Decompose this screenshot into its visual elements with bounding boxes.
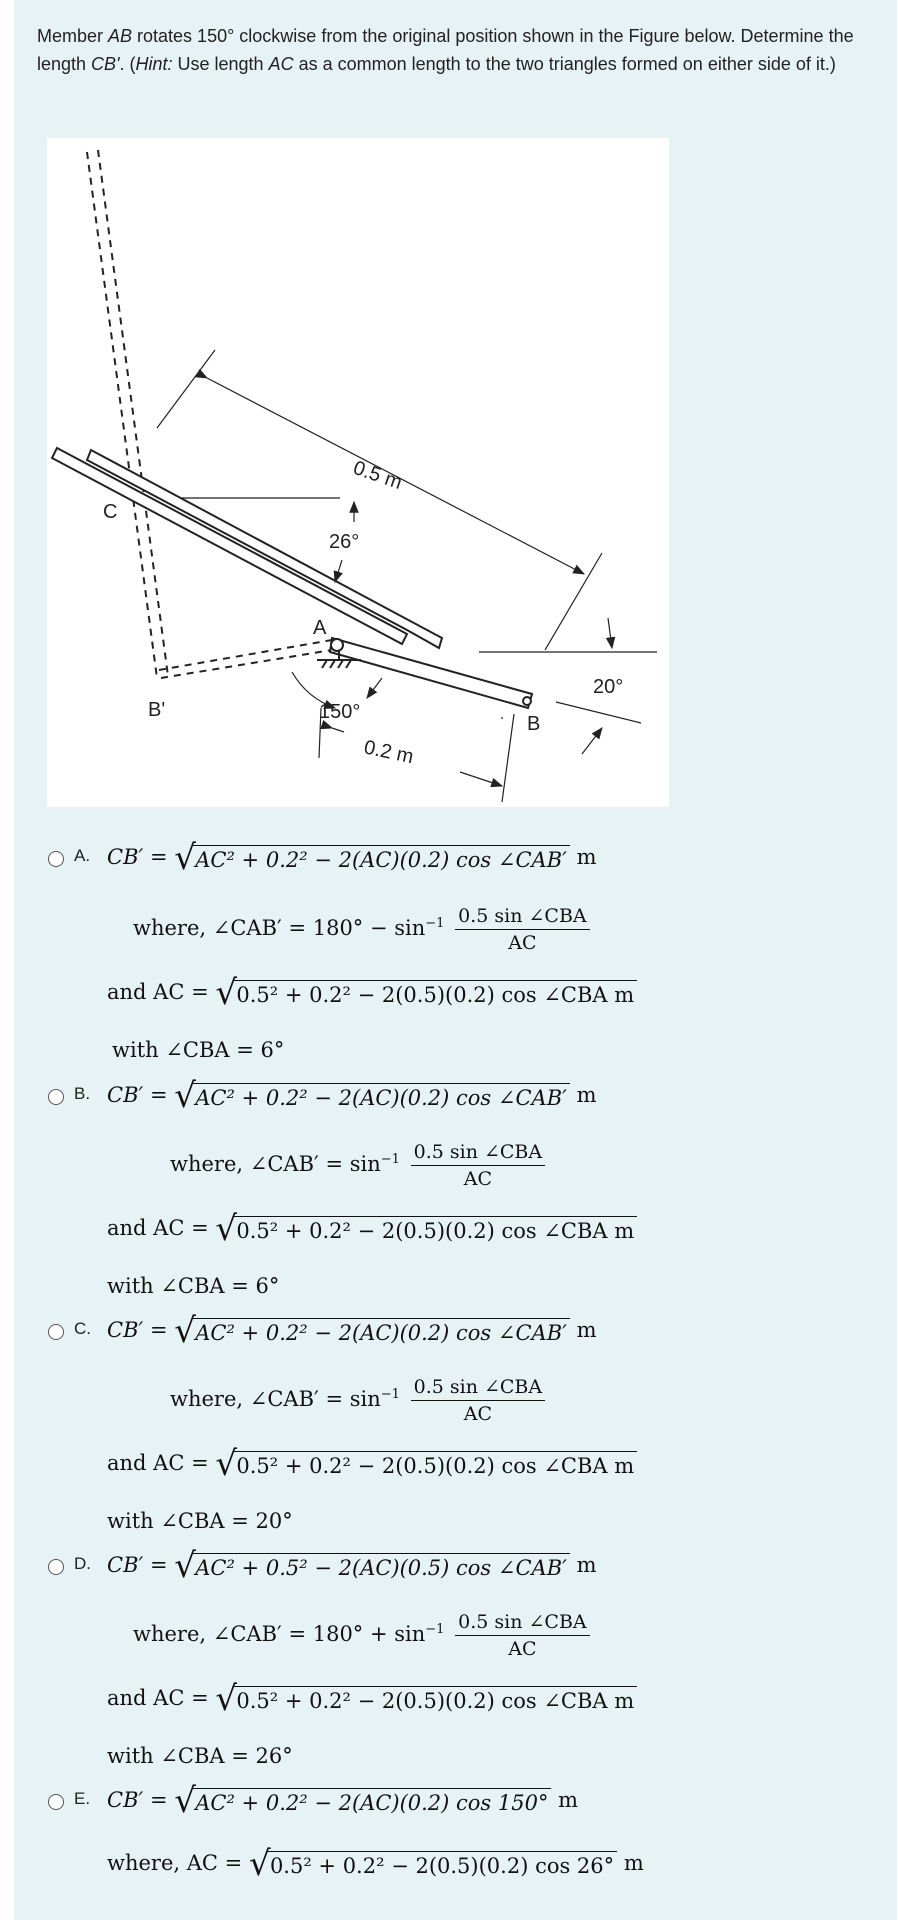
equation-cb: CB′ = √ AC² + 0.2² − 2(AC)(0.2) cos ∠CAB′ m — [107, 1311, 597, 1351]
equation-cb: CB′ = √ AC² + 0.2² − 2(AC)(0.2) cos ∠CAB′ m — [107, 838, 597, 878]
equation-and-ac: and AC = √ 0.5² + 0.2² − 2(0.5)(0.2) cos ∠CBA m — [107, 1216, 637, 1243]
equation-where: where, ∠CAB′ = $180^\circ + \sin^{-1}$ $\frac{\text{0.5 sin ∠CBA}}{AC}$ — [133, 1611, 590, 1660]
equation-with: with ∠CBA = 6° — [107, 1274, 280, 1298]
member-ab — [330, 638, 532, 708]
equation-and-ac: and AC = √ 0.5² + 0.2² − 2(0.5)(0.2) cos ∠CBA m — [107, 980, 637, 1007]
equation-cb: CB′ = √ AC² + 0.2² − 2(AC)(0.2) cos ∠CAB′ m — [107, 1076, 597, 1116]
option-letter: D. — [74, 1554, 91, 1573]
radio-option-e[interactable] — [48, 1794, 64, 1810]
equation-with: with ∠CBA = 26° — [107, 1744, 293, 1768]
label-c: C — [103, 501, 118, 523]
equation-cb: CB′ = √ AC² + 0.2² − 2(AC)(0.2) cos 150° m — [107, 1781, 579, 1821]
label-0-2m: 0.2 m — [361, 736, 416, 769]
label-b: B — [527, 713, 541, 735]
label-0-5m: 0.5 m — [350, 456, 405, 495]
equation-where: where, AC = √ 0.5² + 0.2² − 2(0.5)(0.2) cos 26° m — [107, 1844, 644, 1884]
radio-option-d[interactable] — [48, 1559, 64, 1575]
equation-with: with ∠CBA = 6° — [112, 1038, 285, 1062]
radio-option-b[interactable] — [48, 1089, 64, 1105]
radio-option-a[interactable] — [48, 851, 64, 867]
rotated-member-dashed — [87, 150, 168, 678]
label-b-prime: B' — [148, 699, 166, 721]
option-letter: A. — [74, 846, 91, 865]
equation-with: with ∠CBA = 20° — [107, 1509, 293, 1533]
option-letter: E. — [74, 1789, 91, 1808]
radio-option-c[interactable] — [48, 1324, 64, 1340]
label-a: A — [313, 617, 327, 639]
mechanism-diagram — [47, 138, 669, 807]
option-letter: B. — [74, 1084, 91, 1103]
equation-where: where, ∠CAB′ = $\sin^{-1}$ $\frac{\text{0.5 sin ∠CBA}}{AC}$ — [170, 1141, 545, 1190]
label-150-deg: 150° — [319, 701, 361, 723]
mechanism-figure — [47, 138, 669, 807]
rotated-ab-dashed — [159, 640, 332, 678]
equation-and-ac: and AC = √ 0.5² + 0.2² − 2(0.5)(0.2) cos ∠CBA m — [107, 1686, 637, 1713]
equation-where: where, ∠CAB′ = $180^\circ - \sin^{-1}$ $\frac{\text{0.5 sin ∠CBA}}{AC}$ — [133, 905, 590, 954]
option-letter: C. — [74, 1319, 91, 1338]
label-26-deg: 26° — [329, 531, 360, 553]
equation-cb: CB′ = √ AC² + 0.5² − 2(AC)(0.5) cos ∠CAB′ m — [107, 1546, 597, 1586]
label-20-deg: 20° — [593, 676, 624, 698]
question-text: Member AB rotates 150° clockwise from the original position shown in the Figure below. Determine the length CB'. (Hint: Use length AC as a common length to the two triangles formed on either side of it.) — [37, 26, 854, 74]
equation-where: where, ∠CAB′ = $\sin^{-1}$ $\frac{\text{0.5 sin ∠CBA}}{AC}$ — [170, 1376, 545, 1425]
equation-and-ac: and AC = √ 0.5² + 0.2² − 2(0.5)(0.2) cos ∠CBA m — [107, 1451, 637, 1478]
